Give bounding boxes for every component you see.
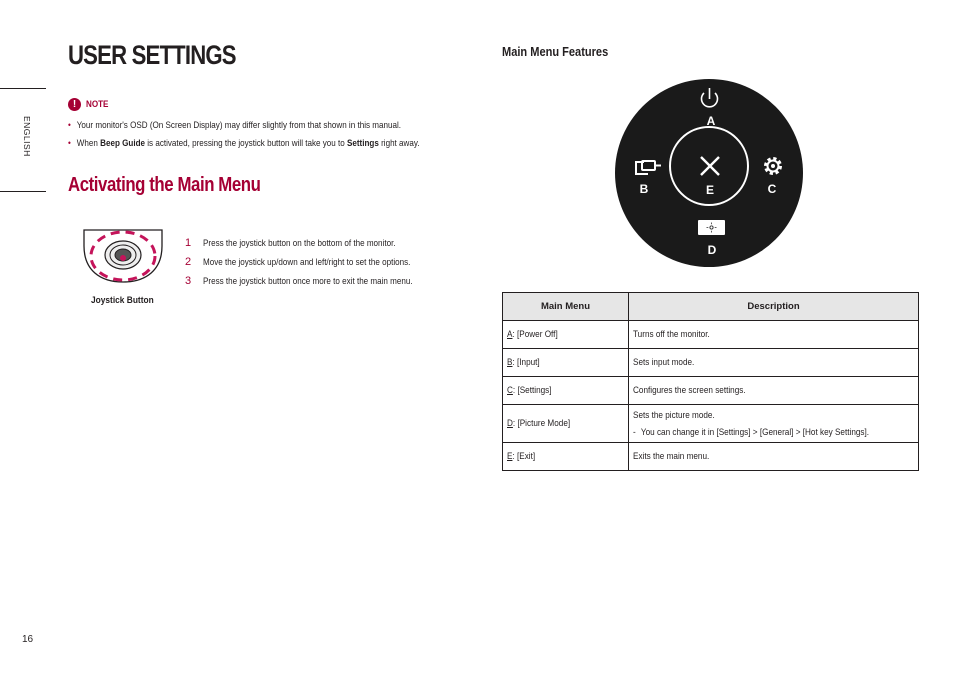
note-label: NOTE xyxy=(86,99,109,110)
step-item: 1 Press the joystick button on the bottom of the monitor. xyxy=(185,237,396,249)
table-header: Description xyxy=(629,293,919,321)
note-item: • Your monitor's OSD (On Screen Display) may differ slightly from that shown in this manual. xyxy=(68,120,402,131)
main-menu-dial xyxy=(614,78,804,268)
features-title: Main Menu Features xyxy=(502,44,609,59)
step-item: 3 Press the joystick button once more to exit the main menu. xyxy=(185,275,413,287)
page-title: USER SETTINGS xyxy=(68,40,236,70)
settings-term: Settings xyxy=(346,138,379,149)
table-row: E: [Exit] Exits the main menu. xyxy=(503,443,919,471)
label-e: E xyxy=(705,183,715,197)
side-divider-bottom xyxy=(0,191,46,192)
table-header-row xyxy=(503,293,919,321)
main-menu-table xyxy=(502,292,919,471)
picture-mode-icon xyxy=(698,220,725,235)
language-tab: ENGLISH xyxy=(22,116,32,157)
page-number: 16 xyxy=(22,634,34,645)
beep-guide-term: Beep Guide xyxy=(100,138,146,149)
side-divider-top xyxy=(0,88,46,89)
table-row: A: [Power Off] Turns off the monitor. xyxy=(503,321,919,349)
label-d: D xyxy=(707,243,717,257)
note-item-text: Your monitor's OSD (On Screen Display) may differ slightly from that shown in this manual. xyxy=(76,120,402,131)
joystick-caption: Joystick Button xyxy=(91,295,154,306)
note-icon: ! xyxy=(68,98,81,111)
label-c: C xyxy=(767,182,777,196)
table-row: B: [Input] Sets input mode. xyxy=(503,349,919,377)
section-title: Activating the Main Menu xyxy=(68,174,261,196)
joystick-illustration xyxy=(82,226,164,294)
label-a: A xyxy=(706,114,716,128)
step-item: 2 Move the joystick up/down and left/right to set the options. xyxy=(185,256,411,268)
table-header: Main Menu xyxy=(503,293,629,321)
note-item: • When Beep Guide is activated, pressing the joystick button will take you to Settings right away. xyxy=(68,138,420,149)
label-b: B xyxy=(639,182,649,196)
table-row: C: [Settings] Configures the screen settings. xyxy=(503,377,919,405)
table-row: D: [Picture Mode] Sets the picture mode. - You can change it in [Settings] > [General] > [Hot key Settings]. xyxy=(503,405,919,443)
